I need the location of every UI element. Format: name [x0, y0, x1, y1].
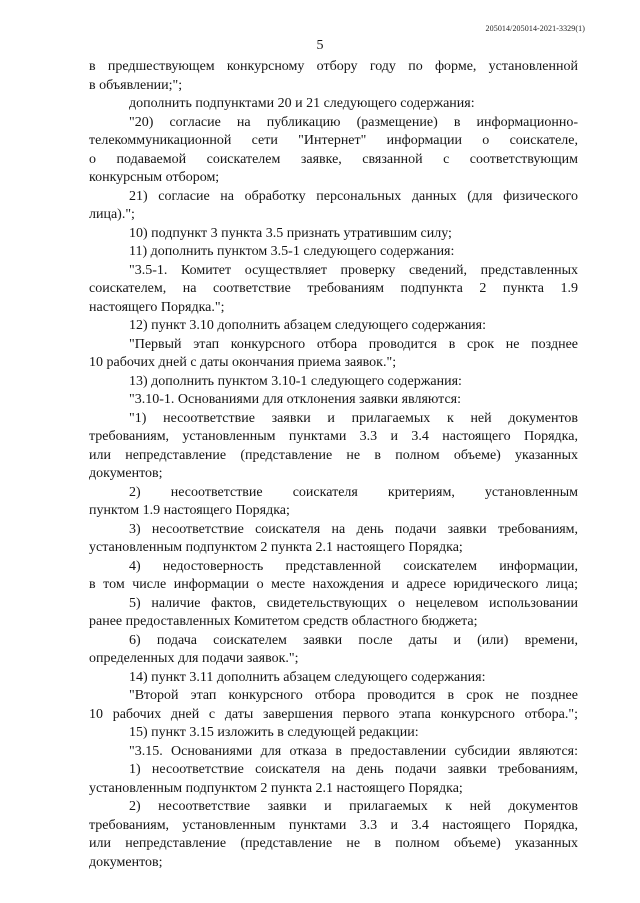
text-line: 2) несоответствие соискателя критериям, установленным [129, 484, 578, 500]
text-line: ранее предоставленных Комитетом средств областного бюджета; [89, 614, 478, 629]
text-line: соискателем, на соответствие требованиям подпункта 2 пункта 1.9 [89, 281, 578, 296]
text-line: о подаваемой соискателем заявке, связанной с соответствующим [89, 151, 578, 167]
page-number: 5 [316, 38, 324, 53]
text-line: 12) пункт 3.10 дополнить абзацем следующего содержания: [129, 318, 486, 333]
text-line: установленным подпунктом 2 пункта 2.1 настоящего Порядка; [89, 540, 463, 555]
text-line: 10) подпункт 3 пункта 3.5 признать утратившим силу; [129, 225, 452, 241]
text-line: 1) несоответствие соискателя на день подачи заявки требованиям, [129, 762, 578, 777]
text-line: установленным подпунктом 2 пункта 2.1 настоящего Порядка; [89, 780, 463, 796]
text-line: "3.5-1. Комитет осуществляет проверку сведений, представленных [129, 262, 578, 278]
text-line: или непредставление (представление не в полном объеме) указанных [89, 447, 578, 463]
text-line: 6) подача соискателем заявки после даты и (или) времени, [129, 632, 578, 648]
text-line: "3.15. Основаниями для отказа в предоставлении субсидии являются: [129, 743, 578, 759]
text-line: "3.10-1. Основаниями для отклонения заявки являются: [129, 392, 461, 407]
text-line: документов; [89, 466, 163, 481]
text-line: "Второй этап конкурсного отбора проводится в срок не позднее [129, 688, 578, 703]
text-line: 10 рабочих дней с даты окончания приема заявок."; [89, 355, 397, 370]
text-line: требованиям, установленным пунктами 3.3 и 3.4 настоящего Порядка, [89, 429, 578, 444]
text-line: 15) пункт 3.15 изложить в следующей редакции: [129, 725, 419, 740]
text-line: 13) дополнить пунктом 3.10-1 следующего содержания: [129, 373, 462, 389]
text-line: телекоммуникационной сети "Интернет" информации о соискателе, [89, 133, 578, 148]
text-line: в объявлении;"; [89, 77, 183, 93]
text-line: 21) согласие на обработку персональных данных (для физического [129, 188, 578, 204]
text-line: настоящего Порядка."; [89, 299, 225, 315]
text-line: пунктом 1.9 настоящего Порядка; [89, 503, 290, 518]
document-body [89, 58, 578, 872]
text-line: 11) дополнить пунктом 3.5-1 следующего содержания: [129, 244, 455, 259]
text-line: 4) недостоверность представленной соискателем информации, [129, 558, 578, 574]
text-line: требованиям, установленным пунктами 3.3 и 3.4 настоящего Порядка, [89, 817, 578, 833]
text-line: 5) наличие фактов, свидетельствующих о нецелевом использовании [129, 595, 578, 611]
text-line: документов; [89, 854, 163, 870]
text-line: 3) несоответствие соискателя на день подачи заявки требованиям, [129, 521, 578, 537]
text-line: конкурсным отбором; [89, 170, 220, 185]
text-line: "Первый этап конкурсного отбора проводится в срок не позднее [129, 336, 578, 352]
text-line: в том числе информации о месте нахождения и адресе юридического лица; [89, 577, 578, 592]
document-id: 205014/205014-2021-3329(1) [485, 24, 585, 33]
text-line: определенных для подачи заявок."; [89, 651, 299, 666]
text-line: лица)."; [89, 207, 135, 222]
text-line: 10 рабочих дней с даты завершения первого этапа конкурсного отбора."; [89, 706, 578, 722]
text-line: 14) пункт 3.11 дополнить абзацем следующего содержания: [129, 669, 486, 685]
text-line: "1) несоответствие заявки и прилагаемых к ней документов [129, 410, 578, 426]
text-line: в предшествующем конкурсному отбору году по форме, установленной [89, 59, 578, 74]
text-line: "20) согласие на публикацию (размещение) в информационно- [129, 114, 578, 130]
text-line: 2) несоответствие заявки и прилагаемых к ней документов [129, 799, 578, 814]
text-line: или непредставление (представление не в полном объеме) указанных [89, 836, 578, 851]
text-line: дополнить подпунктами 20 и 21 следующего содержания: [129, 96, 475, 111]
